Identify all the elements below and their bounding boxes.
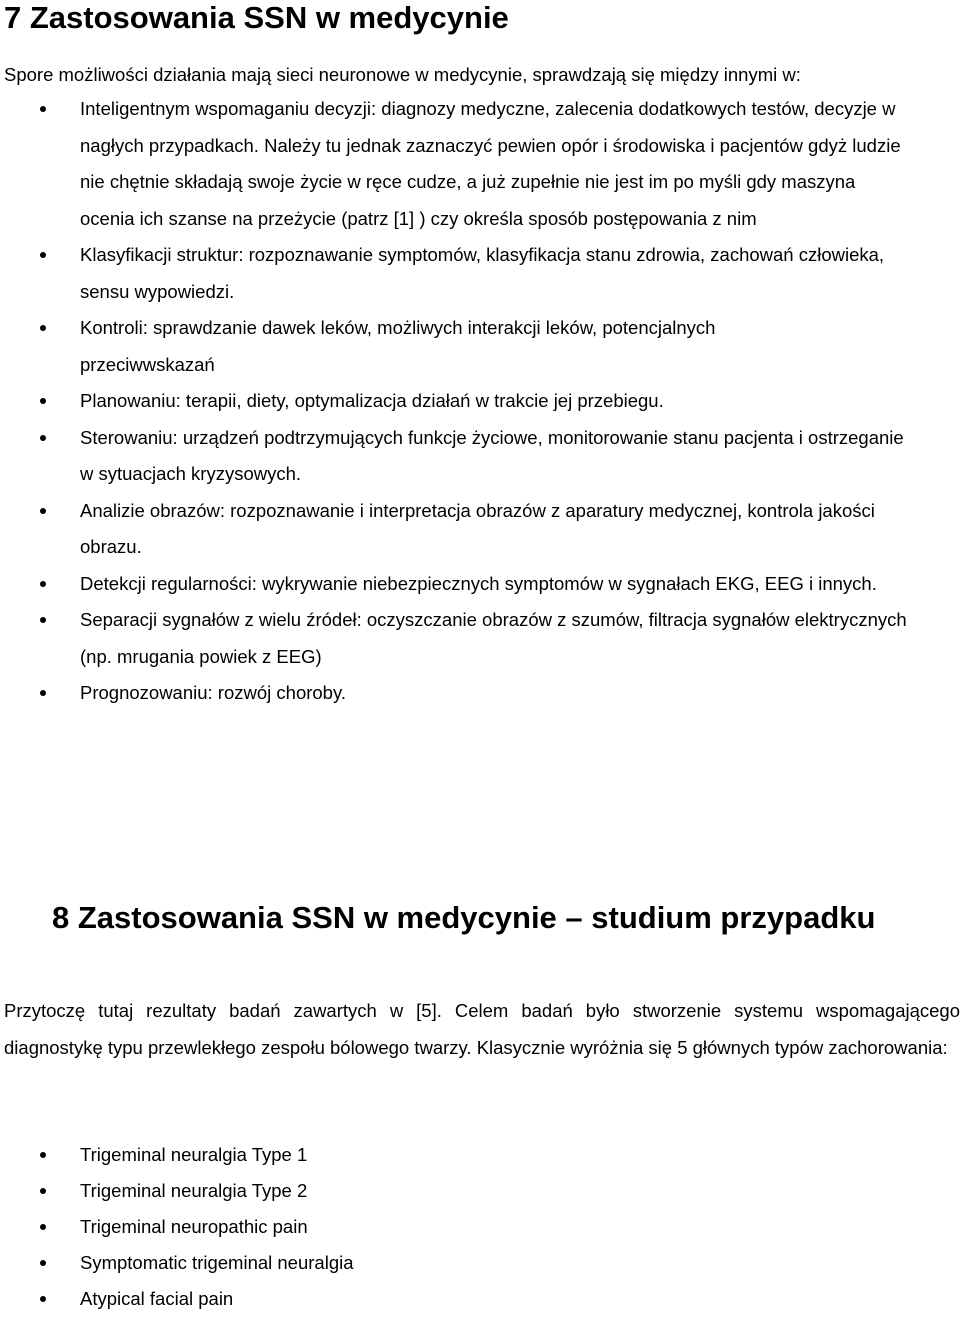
section-8-list — [0, 1137, 960, 1317]
bullet-icon — [40, 1296, 46, 1302]
bullet-icon — [40, 1260, 46, 1266]
bullet-icon — [40, 106, 46, 112]
list-item — [0, 566, 910, 603]
list-item-text: Trigeminal neuralgia Type 2 — [80, 1180, 308, 1201]
bullet-icon — [40, 690, 46, 696]
list-item — [0, 675, 910, 712]
bullet-icon — [40, 1152, 46, 1158]
list-item-text: Prognozowaniu: rozwój choroby. — [80, 682, 346, 703]
bullet-icon — [40, 252, 46, 258]
section-7-heading: 7 Zastosowania SSN w medycynie — [4, 0, 509, 35]
bullet-icon — [40, 1224, 46, 1230]
bullet-icon — [40, 617, 46, 623]
list-item-text: Detekcji regularności: wykrywanie niebezpiecznych symptomów w sygnałach EKG, EEG i innych. — [80, 572, 877, 594]
list-item-text: Kontroli: sprawdzanie dawek leków, możliwych interakcji leków, potencjalnych przeciwwskazań — [80, 317, 716, 375]
section-8-intro: Przytoczę tutaj rezultaty badań zawartych w [5]. Celem badań było stworzenie systemu wspomagającego diagnostykę typu przewlekłego zespołu bólowego twarzy. Klasycznie wyróżnia się 5 głównych typów zachorowania: — [4, 1000, 960, 1058]
section-7-list — [0, 91, 960, 712]
list-item — [0, 420, 910, 493]
bullet-icon — [40, 435, 46, 441]
list-item — [0, 1245, 910, 1281]
list-item-text: Analizie obrazów: rozpoznawanie i interpretacja obrazów z aparatury medycznej, kontrola jakości obrazu. — [80, 499, 875, 557]
list-item — [0, 602, 910, 675]
list-item — [0, 91, 910, 237]
list-item-text: Symptomatic trigeminal neuralgia — [80, 1252, 354, 1273]
section-7-intro: Spore możliwości działania mają sieci neuronowe w medycynie, sprawdzają się między innymi w: — [4, 64, 801, 85]
list-item — [0, 1137, 910, 1173]
list-item-text: Inteligentnym wspomaganiu decyzji: diagnozy medyczne, zalecenia dodatkowych testów, decyzje w nagłych przypadkach. Należy tu jednak zaznaczyć pewien opór i środowiska i pacjentów gdyż ludzie nie chętnie składają swoje życie w ręce cudze, a już zupełnie nie jest im po myśli gdy maszyna ocenia ich szanse na przeżycie (patrz [1] ) czy określa sposób postępowania z nim — [80, 98, 901, 229]
list-item-text: Separacji sygnałów z wielu źródeł: oczyszczanie obrazów z szumów, filtracja sygnałów elektrycznych (np. mrugania powiek z EEG) — [80, 609, 907, 667]
list-item — [0, 310, 840, 383]
list-item-text: Trigeminal neuralgia Type 1 — [80, 1144, 308, 1165]
section-8-heading: 8 Zastosowania SSN w medycynie – studium przypadku — [52, 900, 876, 935]
bullet-icon — [40, 581, 46, 587]
list-item-text: Atypical facial pain — [80, 1288, 234, 1309]
list-item — [0, 237, 910, 310]
list-item-text: Trigeminal neuropathic pain — [80, 1216, 308, 1237]
list-item — [0, 493, 910, 566]
bullet-icon — [40, 508, 46, 514]
list-item — [0, 1173, 910, 1209]
list-item-text: Klasyfikacji struktur: rozpoznawanie symptomów, klasyfikacja stanu zdrowia, zachowań człowieka, sensu wypowiedzi. — [80, 244, 885, 302]
list-item-text: Sterowaniu: urządzeń podtrzymujących funkcje życiowe, monitorowanie stanu pacjenta i ostrzeganie w sytuacjach kryzysowych. — [80, 426, 904, 484]
bullet-icon — [40, 325, 46, 331]
bullet-icon — [40, 398, 46, 404]
list-item-text: Planowaniu: terapii, diety, optymalizacja działań w trakcie jej przebiegu. — [80, 390, 664, 411]
bullet-icon — [40, 1188, 46, 1194]
list-item — [0, 1209, 910, 1245]
list-item — [0, 383, 910, 420]
